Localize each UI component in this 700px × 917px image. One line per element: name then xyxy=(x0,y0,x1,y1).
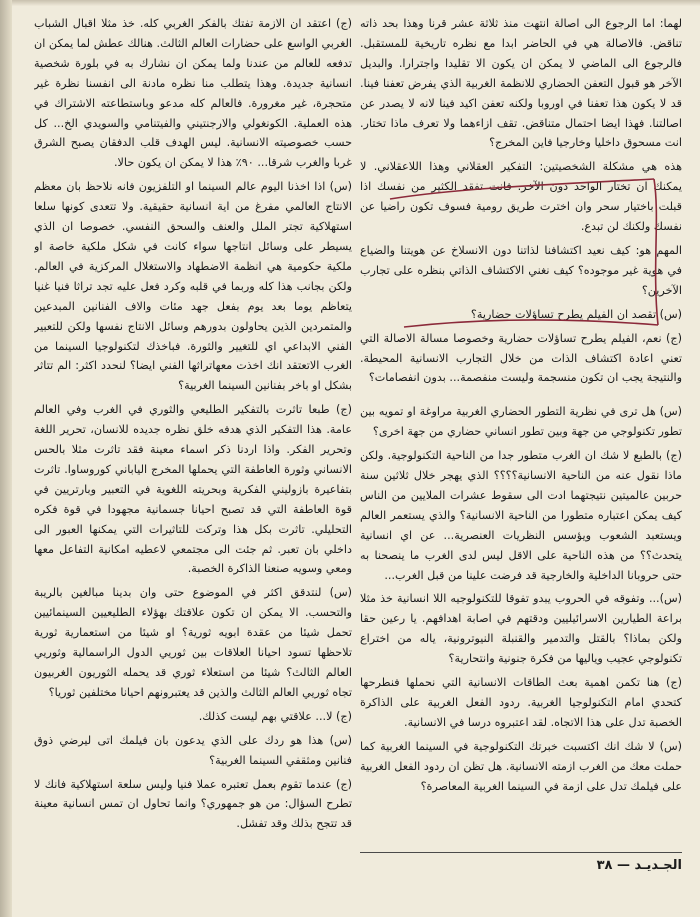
footer-text: الجـديـد — ٣٨ xyxy=(596,858,682,873)
answer: (ج) عندما تقوم بعمل تعتبره عملا فنيا وليس سلعة استهلاكية فانك لا تطرح السؤال: من هو جمهوري؟ وانما تحاول ان تمس انسانية معينة قد تتجح بذلك وقد تفشل. xyxy=(34,777,352,831)
right-column xyxy=(360,14,682,844)
page-footer xyxy=(360,858,682,873)
question: (س) هل ترى في نظرية التطور الحضاري الغربية مراوغة او تمويه بين تطور تكنولوجي من جهة وبين تطور انساني حضاري من جهة اخرى؟ xyxy=(360,405,682,439)
paragraph: لهما: اما الرجوع الى اصالة انتهت منذ ثلاثة عشر قرنا وهذا بحد ذاته تناقض. فالاصالة هي في الحاضر ابدا مع نظره تاريخية للمستقبل. فالرجوع الى الماضي لا يمكن ان يكون الا تقليدا واجترارا. والبديل الآخر هو قبول التعفن الحضاري للانظمة الغربية الذي يفرض تعفنا فينا. قد لا يكون هذا تعفنا في اوروبا ولكنه تعفن اكيد فينا لانه لا يصدر عن اصالتنا. فهذا ايضا احتمال متناقض. تقف ازاءهما ولا تعرف ماذا تختار. انت مسحوق داخليا وخارجيا فاين المخرج؟ xyxy=(360,17,682,150)
footer-rule xyxy=(360,852,682,853)
left-column xyxy=(34,14,352,844)
question: (س)... وتفوقه في الحروب يبدو تفوقا للتكنولوجيه اللا انسانية خذ مثلا براعة الطيارين الاسرائيليين ودقتهم في اصابة اهدافهم. يا رعين حقا ولكن بماذا؟ بالقتل والتدمير والقنبلة النيوترونية، ياله من اختراع تكنولوجي عجيب وياليها من فكرة جنونية وانتحارية؟ xyxy=(360,592,682,666)
question: (س) هذا هو ردك على الذي يدعون بان فيلمك اتى ليرضي ذوق فنانين ومثقفي السينما الغربية؟ xyxy=(34,733,352,767)
answer: (ج) لا... علاقتي بهم ليست كذلك. xyxy=(198,709,352,723)
page-binding-shadow xyxy=(0,0,12,917)
answer: (ج) طبعا تاثرت بالتفكير الطليعي والثوري في الغرب وفي العالم عامة. هذا التفكير الذي هدفه خلق نظره جديده للانسان، تحرير اللغة وتحرير الفكر. واذا اردنا ذكر اسماء معينة فقد تاثرت مثلا بالحس الانساني وثورة العاطفة التي يحملها المخرج الياباني كوروساوا. تاثرت بتفاعيرة بازوليني الفكرية وبحريته اللغوية في التعبير وبارتريين في قوة العاطفة التي قد تصبح احيانا جسمانية مجهودا في قوة فكره التحليلي. تاثرت بكل هذا وتركت للتاثيرات التي يمكنها العبور الى داخلي بان تعبر. ثم جئت الى مجتمعي لاعطيه امكانية التفاعل معها ومعي وسويه صنعنا الذاكرة الخصبة. xyxy=(34,403,352,576)
question: (س) لنتدقق اكثر في الموضوع حتى وان بدينا مبالغين بالريبة والتحسب. الا يمكن ان تكون علاقتك بهؤلاء الطليعيين السينمائيين تحمل شيئا من عقدة ابويه ثورية؟ او شيئا من استعمارية ثورية تلاحظها تسود احيانا العلاقات بين ثوريي الدول الراسمالية وثوريي العالم الثالث؟ شيئا من استعلاء ثوري قد يحمله الثوريون الغربيون تجاه ثوريي العالم الثالث والذين قد يعتبرونهم احيانا مختلفين ثوريا؟ xyxy=(34,586,352,699)
question: (س) اذا اخذنا اليوم عالم السينما او التلفزيون فانه نلاحظ بان معظم الانتاج العالمي مفرغ من اية انسانية حقيقية. ولا تتعدى كونها سلعا استهلاكية تجتر الملل والعنف والسحق النفسي. خصوصا ان الذي يسيطر على وسائل انتاجها سواء كانت في شكل ملكية خاصة او ملكية حكومية هي انظمة الاضطهاد والاستغلال المركزية في العالم. ولكن بجانب هذا كله وربما في قلبه وكرد فعل عليه تجد تراثا فنيا غنيا يتعاظم يوما بعد يوم بفعل جهد مئات والاف الفنانين المبدعين والمتمردين الذين يحاولون بدورهم وسائل الانتاج نفسها ولكن للتعبير الفني الابداعي اي للتغيير والثورة. فباخذك لتكنولوجيا السينما من الغرب الاتعتقد انك اخذت معهاتراثها الفني ايضا؟ لنحدد اكثر: الم تتاثر بشكل او باخر بفنانين السينما الغربية؟ xyxy=(34,180,352,393)
question: (س) لا شك انك اكتسبت خبرتك التكنولوجية في السينما الغربية كما حملت معك من الغرب ازمته الانسانية. هل تظن ان ردود الفعل الغربية على فيلمك تدل على ازمة في السينما الغربية المعاصرة؟ xyxy=(360,739,682,793)
answer: (ج) اعتقد ان الازمة تفتك بالفكر الغربي كله. خذ مثلا اقبال الشباب الغربي الواسع على حضارات العالم الثالث. هنالك عطش لما يمكن ان تدفعه للعالم من عندنا ولما يمكن ان نشارك به في بلورة شخصية انسانية جديدة. وهذا يتطلب منا نظره مادنة الى انفسنا نظرة غير متحجرة، غير مغرورة. فالعالم كله مدعو وباستطاعته الاشتراك في هذه العملية. الكونغولي والارجنتيني والفيتنامي والسويدي الخ... كل حسب خصوصيته الانسانية. ليس الهدف قلب الدفقان يصبح الشرق غربا والغرب شرقا... ٩٠٪ هذا لا يمكن ان يكون حالا. xyxy=(34,17,352,170)
paragraph: المهم هو: كيف نعيد اكتشافنا لذاتنا دون الانسلاخ عن هويتنا والضياع في هوية غير موجوده؟ كيف نغني الاكتشاف الذاتي بنظره على تجارب الآخرين؟ xyxy=(360,243,682,297)
page-top-shadow xyxy=(0,0,700,6)
answer: (ج) بالطبع لا شك ان الغرب متطور جدا من الناحية التكنولوجية. ولكن ماذا نقول عنه من الناحية الانسانية؟؟؟؟ الذي يهجر خلال ثلاثين سنة حربين عالميتين نتيجتهما ادت الى سقوط عشرات الملايين من الناس كيف يمكن اعتباره متطورا من الناحية الانسانية؟ والذي يستعمر العالم ويستعبد الشعوب ويؤسس النظريات العنصرية... عن اي انسانية يتحدث؟؟ من هذه الناحية على الاقل ليس لدى الغرب ما ينصحنا به حتى حروبانا الداخلية والخارجية قد فرضت علينا من قبل الغرب... xyxy=(360,449,682,582)
answer: (ج) هنا تكمن اهمية بعث الطاقات الانسانية التي نحملها فنطرحها كتحدي امام التكنولوجيا الغربية. ردود الفعل الغربية على الذاكرة الخصبة تدل على هذا الاتجاه. لقد اعتبروه درسا في الانسانية. xyxy=(360,676,682,729)
question: (س) تقصد ان الفيلم يطرح تساؤلات حضارية؟ xyxy=(470,307,682,321)
answer: (ج) نعم، الفيلم يطرح تساؤلات حضارية وخصوصا مسالة الاصالة التي تعني اعادة اكتشاف الذات من خلال التجارب الانسانية المحيطة. والنتيجة يجب ان تكون منسجمة وليست منفصمة... بدون انفصامات؟ xyxy=(360,331,682,385)
paragraph: هذه هي مشكلة الشخصيتين: التفكير العقلاني وهذا اللاعقلاني. لا يمكنك ان تختار الواحد دون الآخر. فانت تفقد الكثير من نفسك اذا قبلت باختيار سحر وان اخترت طريق رومية فسوف تكون راضيا عن نفسك ولكنك لن تبدع. xyxy=(360,160,682,234)
